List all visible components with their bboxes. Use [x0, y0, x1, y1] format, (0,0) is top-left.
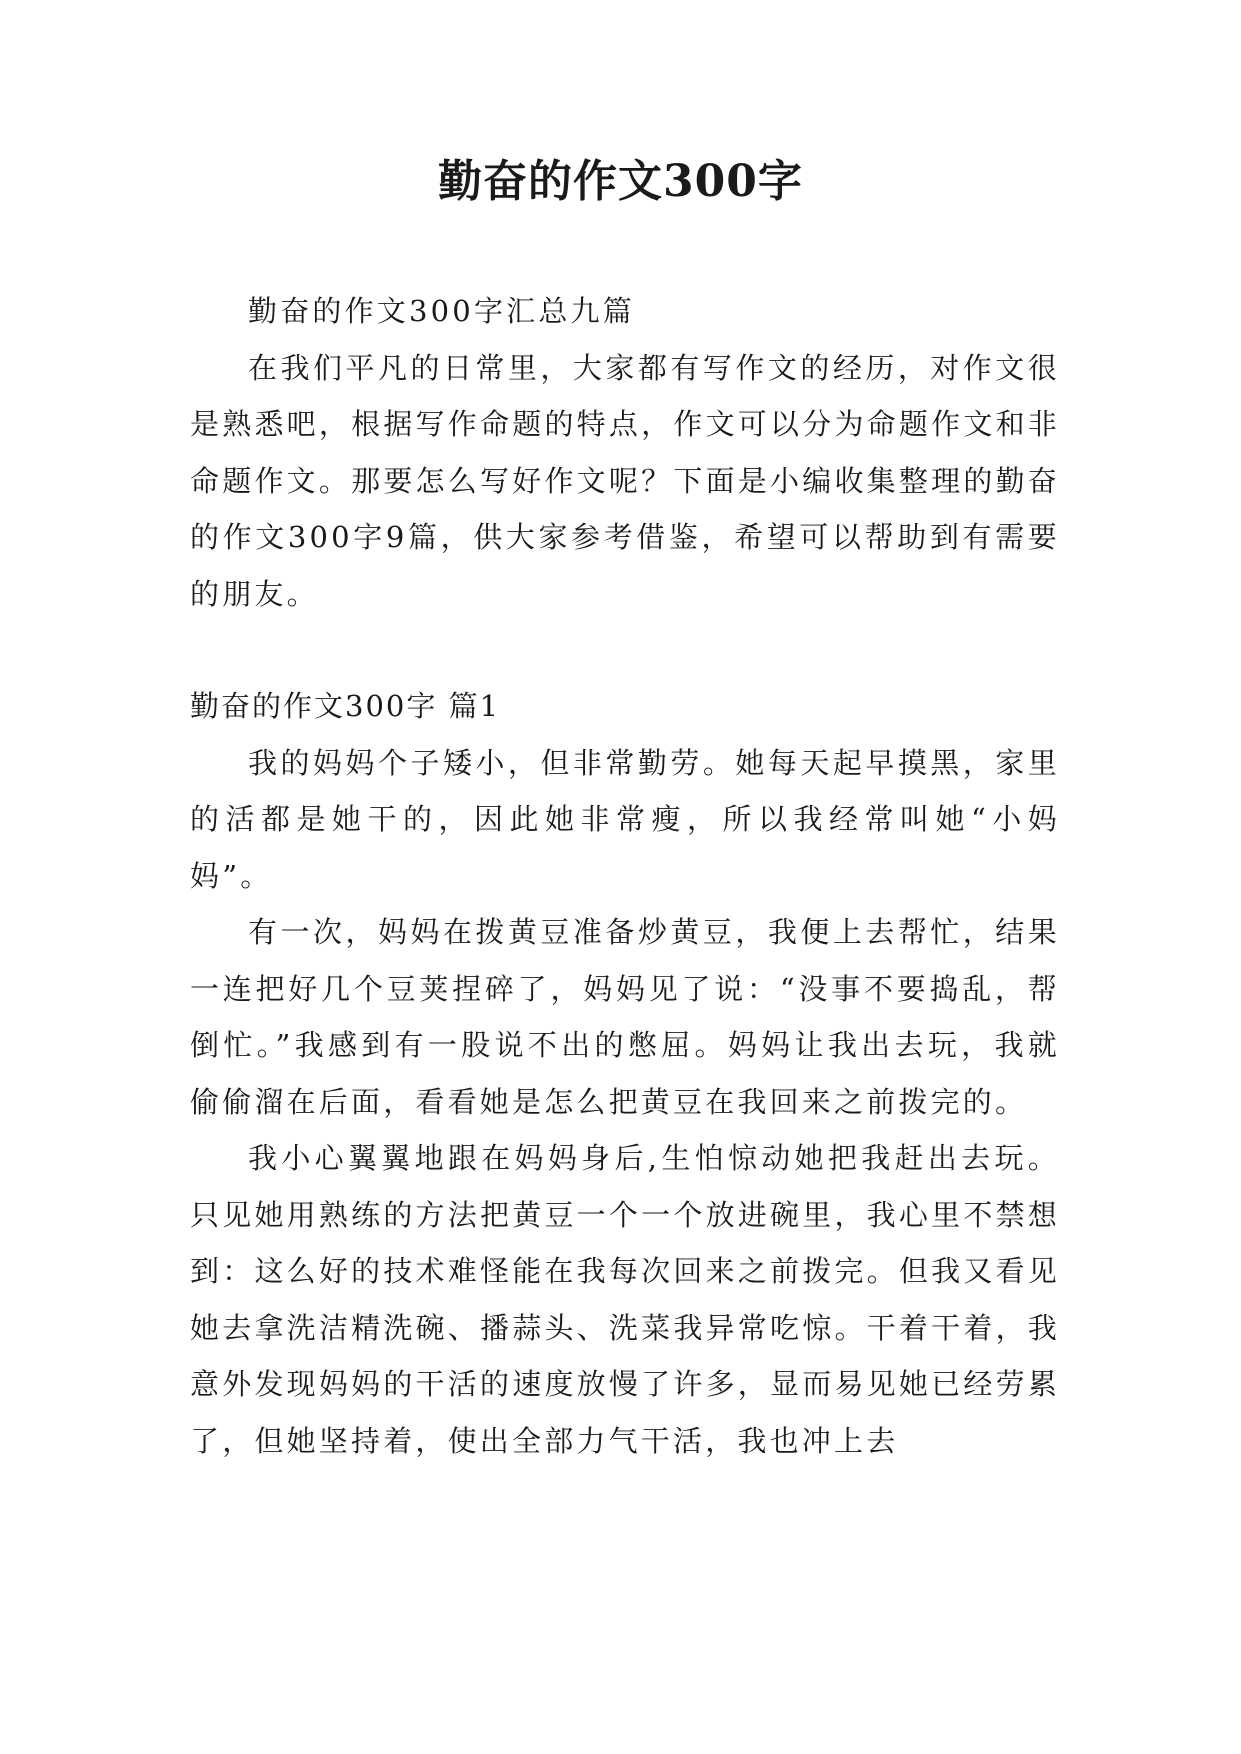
section-heading: 勤奋的作文300字 篇1 [190, 689, 501, 723]
intro-paragraph: 在我们平凡的日常里，大家都有写作文的经历，对作文很是熟悉吧，根据写作命题的特点，作文可以分为命题作文和非命题作文。那要怎么写好作文呢？下面是小编收集整理的勤奋的作文300字9篇，供大家参考借鉴，希望可以帮助到有需要的朋友。 [190, 350, 1060, 611]
essay-paragraph: 我的妈妈个子矮小，但非常勤劳。她每天起早摸黑，家里的活都是她干的，因此她非常瘦，所以我经常叫她“小妈妈”。 [190, 745, 1060, 893]
essay-paragraph: 我小心翼翼地跟在妈妈身后,生怕惊动她把我赶出去玩。只见她用熟练的方法把黄豆一个一个放进碗里，我心里不禁想到：这么好的技术难怪能在我每次回来之前拨完。但我又看见她去拿洗洁精洗碗、播蒜头、洗菜我异常吃惊。干着干着，我意外发现妈妈的干活的速度放慢了许多，显而易见她已经劳累了，但她坚持着，使出全部力气干活，我也冲上去 [190, 1141, 1060, 1458]
essay-paragraph: 有一次，妈妈在拨黄豆准备炒黄豆，我便上去帮忙，结果一连把好几个豆荚捏碎了，妈妈见了说：“没事不要捣乱，帮倒忙。”我感到有一股说不出的憋屈。妈妈让我出去玩，我就偷偷溜在后面，看看她是怎么把黄豆在我回来之前拨完的。 [190, 915, 1060, 1119]
document-title: 勤奋的作文300字 [438, 156, 803, 207]
document-subtitle: 勤奋的作文300字汇总九篇 [248, 294, 635, 328]
section-spacer [190, 622, 1060, 678]
document-body [190, 283, 1060, 1469]
